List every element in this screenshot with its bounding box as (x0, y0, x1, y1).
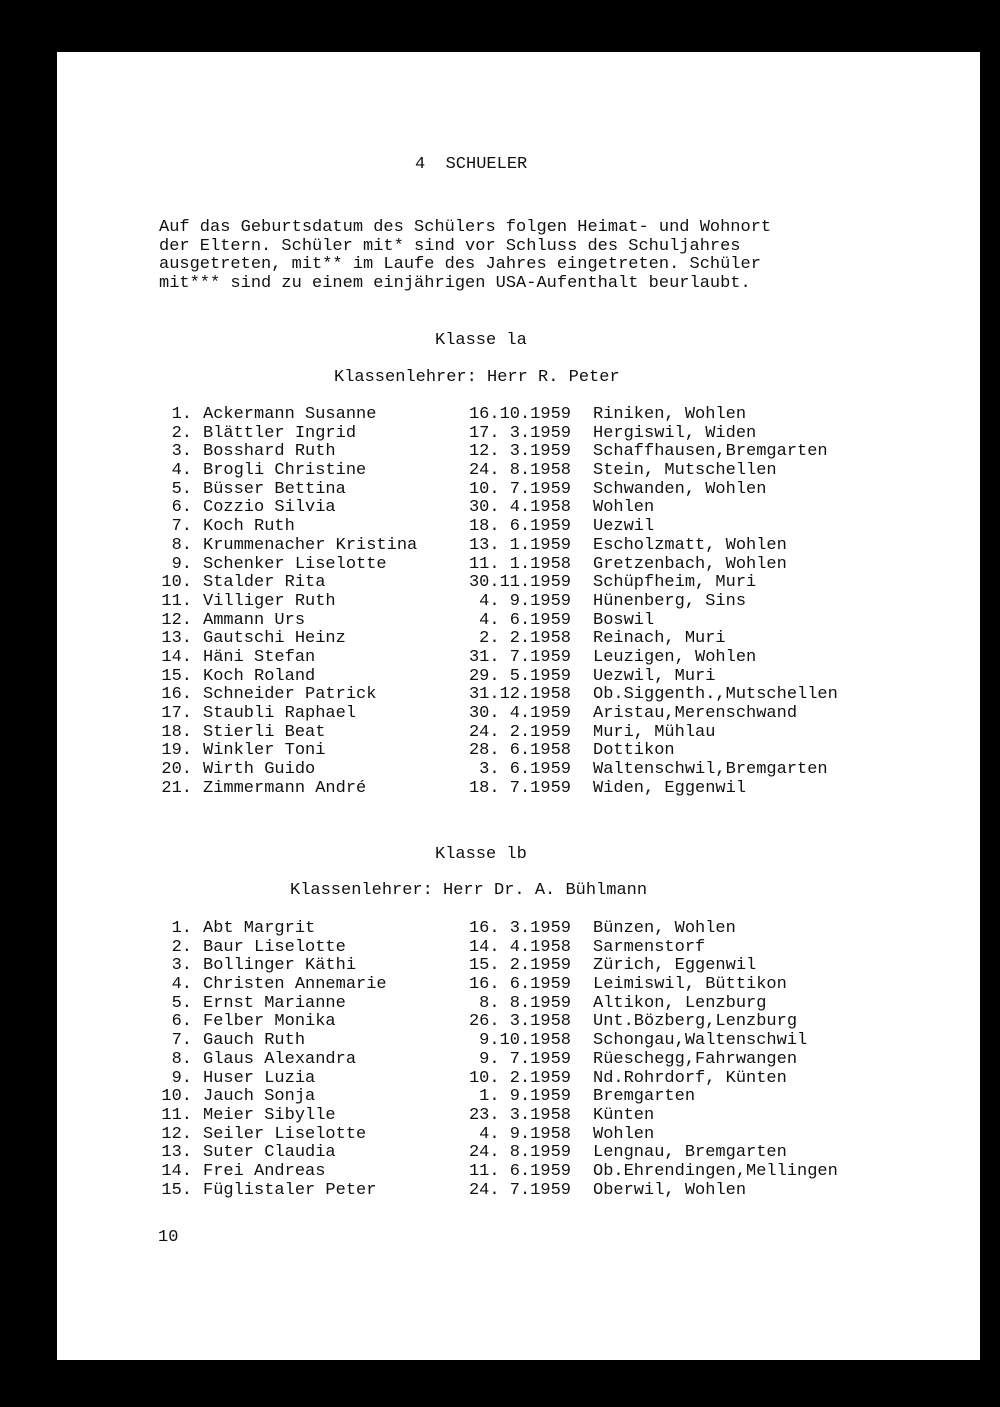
birth-date: 16.10.1959 (468, 405, 571, 424)
student-name: Jauch Sonja (203, 1087, 316, 1107)
hometown-residence: Leimiswil, Büttikon (593, 975, 787, 995)
student-name: Baur Liselotte (203, 937, 346, 957)
class-title-1b: Klasse lb (435, 845, 527, 864)
birth-date: 18. 6.1959 (468, 517, 571, 537)
birth-date: 2. 2.1958 (479, 629, 571, 649)
student-number: 20. (161, 760, 192, 780)
student-name: Brogli Christine (203, 461, 367, 481)
hometown-residence: Uezwil, Muri (593, 666, 716, 686)
hometown-residence: Wohlen (593, 1124, 655, 1144)
student-number: 1. (171, 919, 192, 938)
hometown-residence: Bremgarten (593, 1087, 696, 1107)
birth-date: 15. 2.1959 (468, 956, 571, 976)
birth-date: 24. 8.1958 (468, 461, 571, 481)
hometown-residence: Ob.Siggenth.,Mutschellen (593, 685, 838, 705)
student-number: 8. (171, 1049, 192, 1069)
student-name: Schenker Liselotte (203, 554, 387, 574)
class-teacher-1b: Klassenlehrer: Herr Dr. A. Bühlmann (290, 881, 648, 900)
hometown-residence: Waltenschwil,Bremgarten (593, 760, 828, 780)
student-name: Cozzio Silvia (203, 498, 336, 518)
intro-line: der Eltern. Schüler mit* sind vor Schluss des Schuljahres (159, 236, 741, 256)
student-name: Wirth Guido (203, 760, 316, 780)
birth-date: 23. 3.1958 (468, 1105, 571, 1125)
hometown-residence: Unt.Bözberg,Lenzburg (593, 1012, 798, 1032)
birth-date: 10. 2.1959 (468, 1068, 571, 1088)
intro-line: Auf das Geburtsdatum des Schülers folgen Heimat- und Wohnort (159, 218, 772, 237)
birth-date: 4. 9.1959 (479, 591, 571, 611)
student-name: Stalder Rita (203, 573, 326, 593)
birth-date: 31.12.1958 (468, 685, 571, 705)
birth-date: 17. 3.1959 (468, 423, 571, 443)
student-name: Gauch Ruth (203, 1031, 306, 1051)
birth-date: 8. 8.1959 (479, 993, 571, 1013)
birth-date: 11. 1.1958 (468, 554, 571, 574)
birth-date: 1. 9.1959 (479, 1087, 571, 1107)
student-number: 7. (171, 517, 192, 537)
section-title: 4 SCHUELER (415, 155, 528, 174)
student-name: Ackermann Susanne (203, 405, 377, 424)
student-name: Zimmermann André (203, 778, 367, 798)
student-name: Frei Andreas (203, 1161, 326, 1181)
hometown-residence: Riniken, Wohlen (593, 405, 747, 424)
birth-date: 18. 7.1959 (468, 778, 571, 798)
hometown-residence: Boswil (593, 610, 655, 630)
student-name: Abt Margrit (203, 919, 316, 938)
student-name: Winkler Toni (203, 741, 326, 761)
student-number: 5. (171, 479, 192, 499)
student-number: 9. (171, 1068, 192, 1088)
student-number: 2. (171, 937, 192, 957)
birth-date: 29. 5.1959 (468, 666, 571, 686)
hometown-residence: Dottikon (593, 741, 675, 761)
student-number: 14. (161, 647, 192, 667)
student-number: 6. (171, 1012, 192, 1032)
hometown-residence: Uezwil (593, 517, 655, 537)
student-number: 19. (161, 741, 192, 761)
hometown-residence: Schongau,Waltenschwil (593, 1031, 808, 1051)
intro-paragraph (159, 219, 879, 294)
student-number: 13. (161, 1143, 192, 1163)
student-number: 4. (171, 975, 192, 995)
student-number: 15. (161, 1180, 192, 1200)
student-name: Krummenacher Kristina (203, 535, 418, 555)
hometown-residence: Lengnau, Bremgarten (593, 1143, 787, 1163)
student-number: 4. (171, 461, 192, 481)
student-number: 11. (161, 591, 192, 611)
student-number: 7. (171, 1031, 192, 1051)
student-name: Schneider Patrick (203, 685, 377, 705)
student-name: Bosshard Ruth (203, 442, 336, 462)
birth-date: 30. 4.1958 (468, 498, 571, 518)
birth-date: 31. 7.1959 (468, 647, 571, 667)
hometown-residence: Widen, Eggenwil (593, 778, 747, 798)
student-number: 2. (171, 423, 192, 443)
birth-date: 26. 3.1958 (468, 1012, 571, 1032)
birth-date: 10. 7.1959 (468, 479, 571, 499)
hometown-residence: Muri, Mühlau (593, 722, 716, 742)
student-name: Häni Stefan (203, 647, 316, 667)
hometown-residence: Künten (593, 1105, 655, 1125)
birth-date: 4. 9.1958 (479, 1124, 571, 1144)
student-number: 13. (161, 629, 192, 649)
birth-date: 4. 6.1959 (479, 610, 571, 630)
hometown-residence: Ob.Ehrendingen,Mellingen (593, 1161, 838, 1181)
student-name: Suter Claudia (203, 1143, 336, 1163)
hometown-residence: Hergiswil, Widen (593, 423, 757, 443)
student-number: 11. (161, 1105, 192, 1125)
student-number: 21. (161, 778, 192, 798)
student-number: 3. (171, 442, 192, 462)
student-name: Huser Luzia (203, 1068, 316, 1088)
hometown-residence: Sarmenstorf (593, 937, 706, 957)
hometown-residence: Oberwil, Wohlen (593, 1180, 747, 1200)
student-number: 10. (161, 573, 192, 593)
birth-date: 9.10.1958 (479, 1031, 571, 1051)
student-name: Gautschi Heinz (203, 629, 346, 649)
student-name: Koch Ruth (203, 517, 295, 537)
student-name: Christen Annemarie (203, 975, 387, 995)
hometown-residence: Altikon, Lenzburg (593, 993, 767, 1013)
student-number: 3. (171, 956, 192, 976)
student-name: Meier Sibylle (203, 1105, 336, 1125)
hometown-residence: Schwanden, Wohlen (593, 479, 767, 499)
birth-date: 9. 7.1959 (479, 1049, 571, 1069)
intro-line: mit*** sind zu einem einjährigen USA-Aufenthalt beurlaubt. (159, 274, 751, 294)
hometown-residence: Nd.Rohrdorf, Künten (593, 1068, 787, 1088)
student-name: Koch Roland (203, 666, 316, 686)
student-number: 1. (171, 405, 192, 424)
student-number: 8. (171, 535, 192, 555)
student-name: Villiger Ruth (203, 591, 336, 611)
hometown-residence: Wohlen (593, 498, 655, 518)
hometown-residence: Stein, Mutschellen (593, 461, 777, 481)
student-name: Blättler Ingrid (203, 423, 357, 443)
class-title-1a: Klasse la (435, 331, 527, 350)
birth-date: 13. 1.1959 (468, 535, 571, 555)
student-name: Ammann Urs (203, 610, 306, 630)
hometown-residence: Reinach, Muri (593, 629, 726, 649)
hometown-residence: Rüeschegg,Fahrwangen (593, 1049, 798, 1069)
student-name: Bollinger Käthi (203, 956, 357, 976)
student-number: 12. (161, 610, 192, 630)
student-name: Ernst Marianne (203, 993, 346, 1013)
birth-date: 24. 7.1959 (468, 1180, 571, 1200)
birth-date: 16. 6.1959 (468, 975, 571, 995)
student-number: 9. (171, 554, 192, 574)
student-name: Staubli Raphael (203, 704, 357, 723)
student-number: 6. (171, 498, 192, 518)
class-teacher-1a: Klassenlehrer: Herr R. Peter (334, 368, 620, 387)
birth-date: 30. 4.1959 (468, 704, 571, 723)
hometown-residence: Escholzmatt, Wohlen (593, 535, 787, 555)
birth-date: 16. 3.1959 (468, 919, 571, 938)
student-number: 15. (161, 666, 192, 686)
student-number: 12. (161, 1124, 192, 1144)
hometown-residence: Zürich, Eggenwil (593, 956, 757, 976)
student-name: Glaus Alexandra (203, 1049, 357, 1069)
student-number: 5. (171, 993, 192, 1013)
hometown-residence: Schüpfheim, Muri (593, 573, 757, 593)
birth-date: 24. 8.1959 (468, 1143, 571, 1163)
intro-line: ausgetreten, mit** im Laufe des Jahres eingetreten. Schüler (159, 255, 761, 275)
student-number: 16. (161, 685, 192, 705)
document-page (57, 52, 980, 1360)
birth-date: 24. 2.1959 (468, 722, 571, 742)
student-name: Büsser Bettina (203, 479, 346, 499)
student-number: 18. (161, 722, 192, 742)
hometown-residence: Aristau,Merenschwand (593, 704, 798, 723)
birth-date: 11. 6.1959 (468, 1161, 571, 1181)
student-name: Seiler Liselotte (203, 1124, 367, 1144)
student-name: Felber Monika (203, 1012, 336, 1032)
student-name: Füglistaler Peter (203, 1180, 377, 1200)
hometown-residence: Bünzen, Wohlen (593, 919, 736, 938)
hometown-residence: Leuzigen, Wohlen (593, 647, 757, 667)
hometown-residence: Schaffhausen,Bremgarten (593, 442, 828, 462)
student-number: 10. (161, 1087, 192, 1107)
student-name: Stierli Beat (203, 722, 326, 742)
hometown-residence: Hünenberg, Sins (593, 591, 747, 611)
student-number: 14. (161, 1161, 192, 1181)
hometown-residence: Gretzenbach, Wohlen (593, 554, 787, 574)
birth-date: 14. 4.1958 (468, 937, 571, 957)
birth-date: 28. 6.1958 (468, 741, 571, 761)
birth-date: 12. 3.1959 (468, 442, 571, 462)
page-number: 10 (158, 1228, 179, 1247)
birth-date: 3. 6.1959 (479, 760, 571, 780)
student-number: 17. (161, 704, 192, 723)
birth-date: 30.11.1959 (468, 573, 571, 593)
